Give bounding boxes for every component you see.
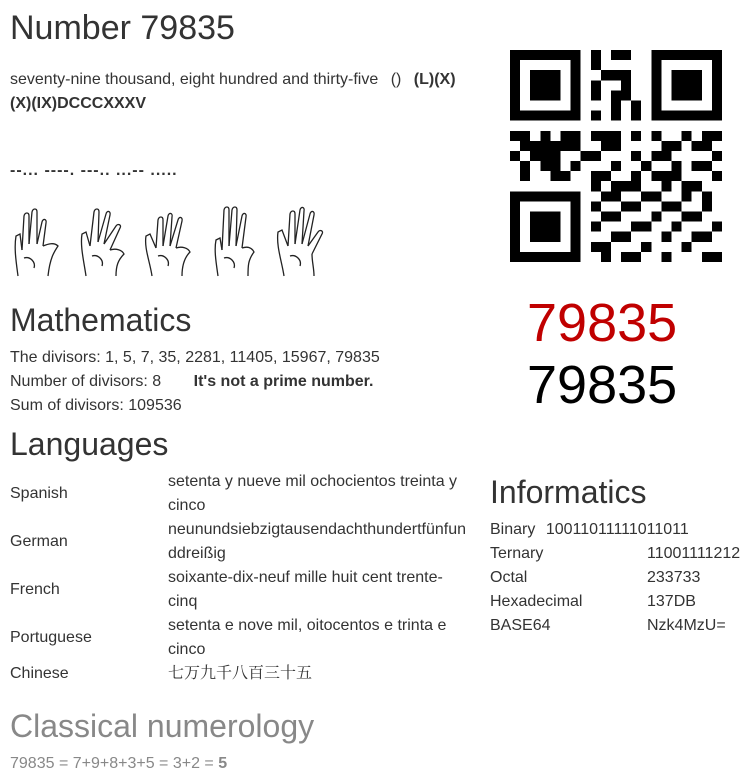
- table-row: [490, 614, 740, 638]
- language-value: soixante-dix-neuf mille huit cent trente- cinq: [168, 569, 443, 610]
- morse-code: --... ----. ---.. ...-- .....: [10, 162, 178, 179]
- numerology-formula: 79835 = 7+9+8+3+5 = 3+2 =: [10, 755, 214, 772]
- roman-numeral-part2: (X)(IX)DCCCXXXV: [10, 95, 147, 112]
- table-row: [10, 662, 468, 686]
- prime-status: It's not a prime number.: [193, 373, 374, 390]
- base-label: Hexadecimal: [490, 593, 583, 610]
- divisor-sum: Sum of divisors: 109536: [10, 397, 182, 414]
- hand-sign-icon: [274, 206, 326, 278]
- informatics-table: [490, 542, 740, 638]
- number-words-block: [10, 68, 480, 116]
- binary-label: Binary: [490, 521, 536, 538]
- language-value: setenta y nueve mil ochocientos treinta y cinco: [168, 473, 458, 514]
- base-value: Nzk4MzU=: [647, 617, 726, 634]
- page-title: Number 79835: [10, 9, 235, 47]
- languages-heading: Languages: [10, 426, 169, 462]
- sign-language-hands: [10, 206, 326, 278]
- numerology-heading: Classical numerology: [10, 708, 315, 744]
- binary-row: [490, 518, 689, 542]
- base-value: 233733: [647, 569, 701, 586]
- qr-code-image: [510, 50, 722, 262]
- table-row: [10, 566, 468, 614]
- base-label: Octal: [490, 569, 528, 586]
- language-name: Portuguese: [10, 629, 92, 646]
- hand-sign-icon: [142, 206, 194, 278]
- roman-parens: (): [390, 71, 402, 88]
- language-name: French: [10, 581, 60, 598]
- language-name: Chinese: [10, 665, 69, 682]
- table-row: [490, 566, 740, 590]
- divisor-count-row: [10, 370, 490, 394]
- table-row: [490, 590, 740, 614]
- language-name: Spanish: [10, 485, 68, 502]
- base-label: BASE64: [490, 617, 551, 634]
- hand-sign-icon: [10, 206, 62, 278]
- roman-numeral-part1: (L)(X): [413, 71, 456, 88]
- hand-sign-icon: [208, 206, 260, 278]
- table-row: [10, 614, 468, 662]
- language-name: German: [10, 533, 68, 550]
- table-row: [10, 470, 468, 518]
- hand-sign-icon: [76, 206, 128, 278]
- base-value: 11001111212: [647, 545, 741, 562]
- table-row: [490, 542, 740, 566]
- mathematics-heading: Mathematics: [10, 302, 192, 338]
- language-value: setenta e nove mil, oitocentos e trinta e cinco: [168, 617, 447, 658]
- language-value: neunundsiebzigtausendachthundertfünfun ddreißig: [168, 521, 467, 562]
- divisors-list: The divisors: 1, 5, 7, 35, 2281, 11405, 15967, 79835: [10, 349, 380, 366]
- table-row: [10, 518, 468, 566]
- binary-value: 10011011111011011: [545, 521, 689, 538]
- language-value: 七万九千八百三十五: [168, 665, 313, 682]
- base-label: Ternary: [490, 545, 544, 562]
- numerology-formula-row: [10, 752, 227, 776]
- informatics-heading: Informatics: [490, 474, 647, 510]
- languages-table: [10, 470, 468, 686]
- mathematics-section: [10, 346, 490, 418]
- numerology-result: 5: [218, 755, 228, 772]
- base-value: 137DB: [647, 593, 696, 610]
- number-display-black: 79835: [527, 355, 678, 415]
- number-display-red: 79835: [527, 293, 678, 353]
- number-words: seventy-nine thousand, eight hundred and thirty-five: [10, 71, 379, 88]
- divisor-count: Number of divisors: 8: [10, 373, 162, 390]
